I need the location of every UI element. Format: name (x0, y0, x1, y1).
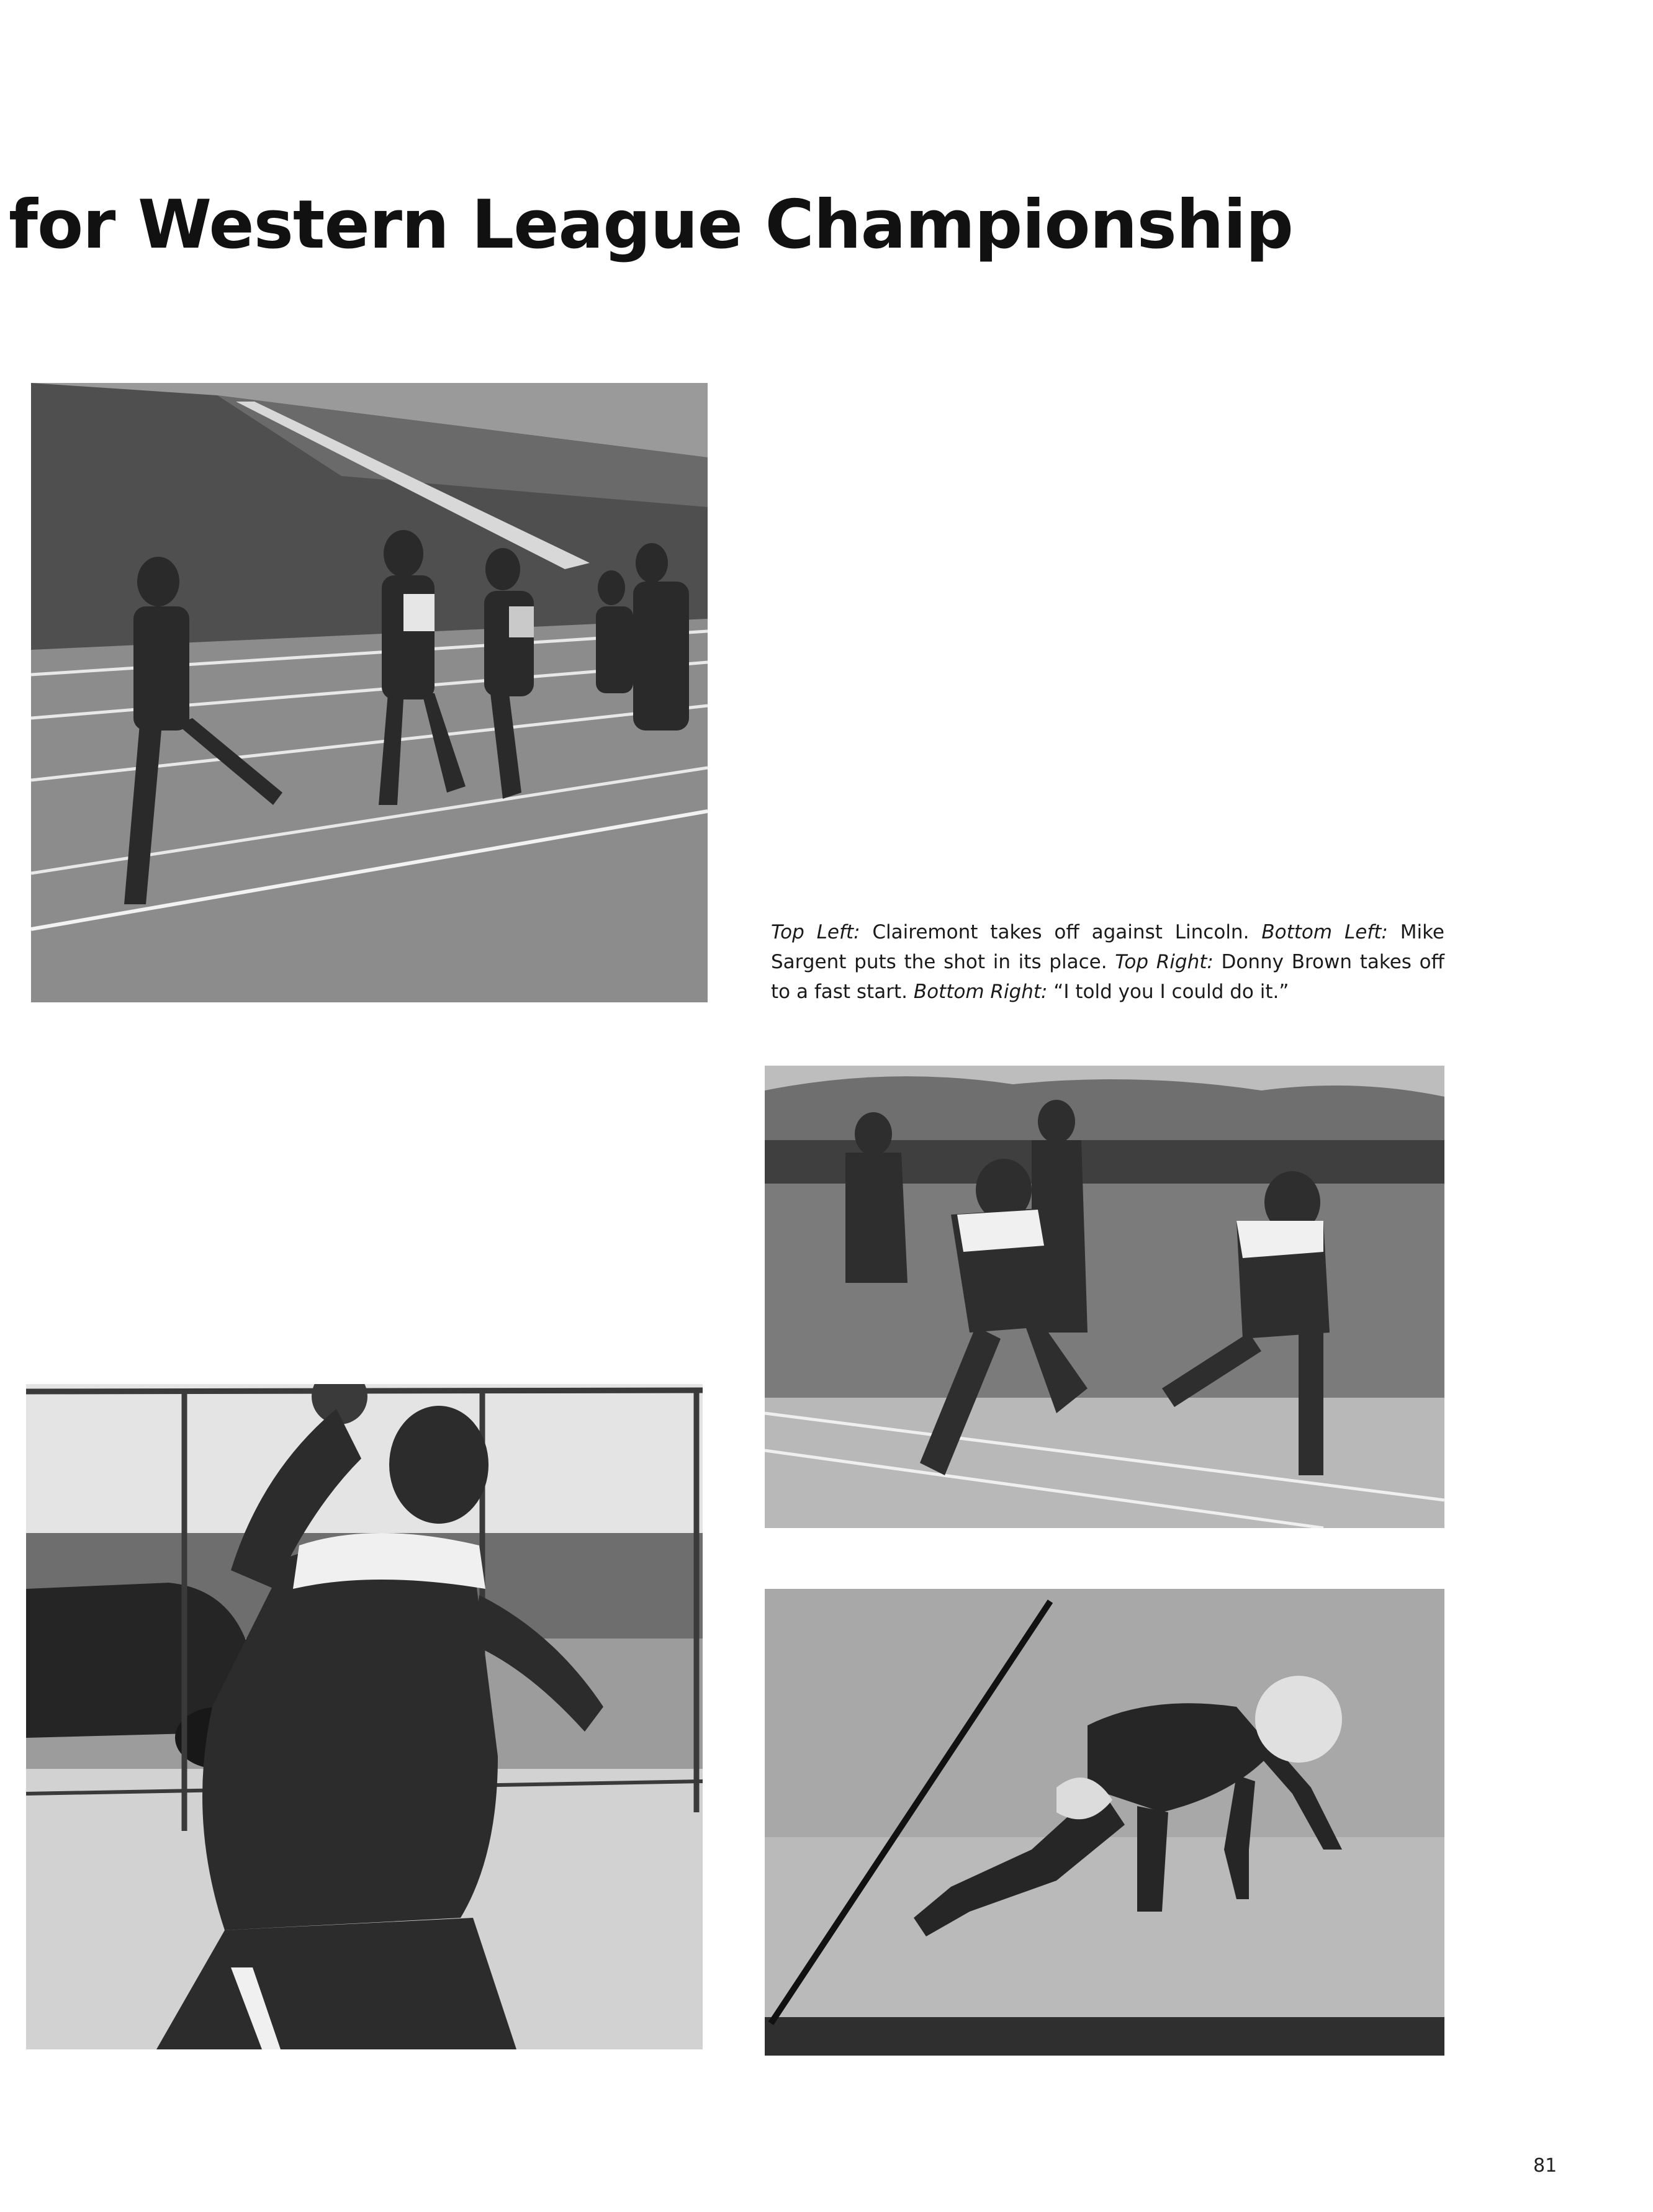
photo-caption (771, 917, 1444, 1007)
caption-text-bottom-right: “I told you I could do it.” (1047, 981, 1289, 1003)
page-headline: for Western League Championship (9, 186, 1293, 264)
caption-label-top-left: Top Left: (771, 921, 860, 943)
photo-relay-handoff (765, 1066, 1444, 1528)
photo-high-jump (765, 1589, 1444, 2056)
photo-shot-put (26, 1384, 703, 2049)
page-number: 81 (1533, 2155, 1557, 2177)
caption-text-bottom-left: Mike Sargent puts the shot in its place. (771, 921, 1444, 973)
caption-label-top-right: Top Right: (1115, 951, 1214, 973)
caption-text-top-right: Donny Brown takes off to a fast start. (771, 951, 1444, 1003)
caption-label-bottom-right: Bottom Right: (913, 981, 1048, 1003)
caption-label-bottom-left: Bottom Left: (1261, 921, 1388, 943)
photo-runners-track (31, 383, 708, 1002)
caption-text-top-left: Clairemont takes off against Lincoln. (860, 921, 1262, 943)
